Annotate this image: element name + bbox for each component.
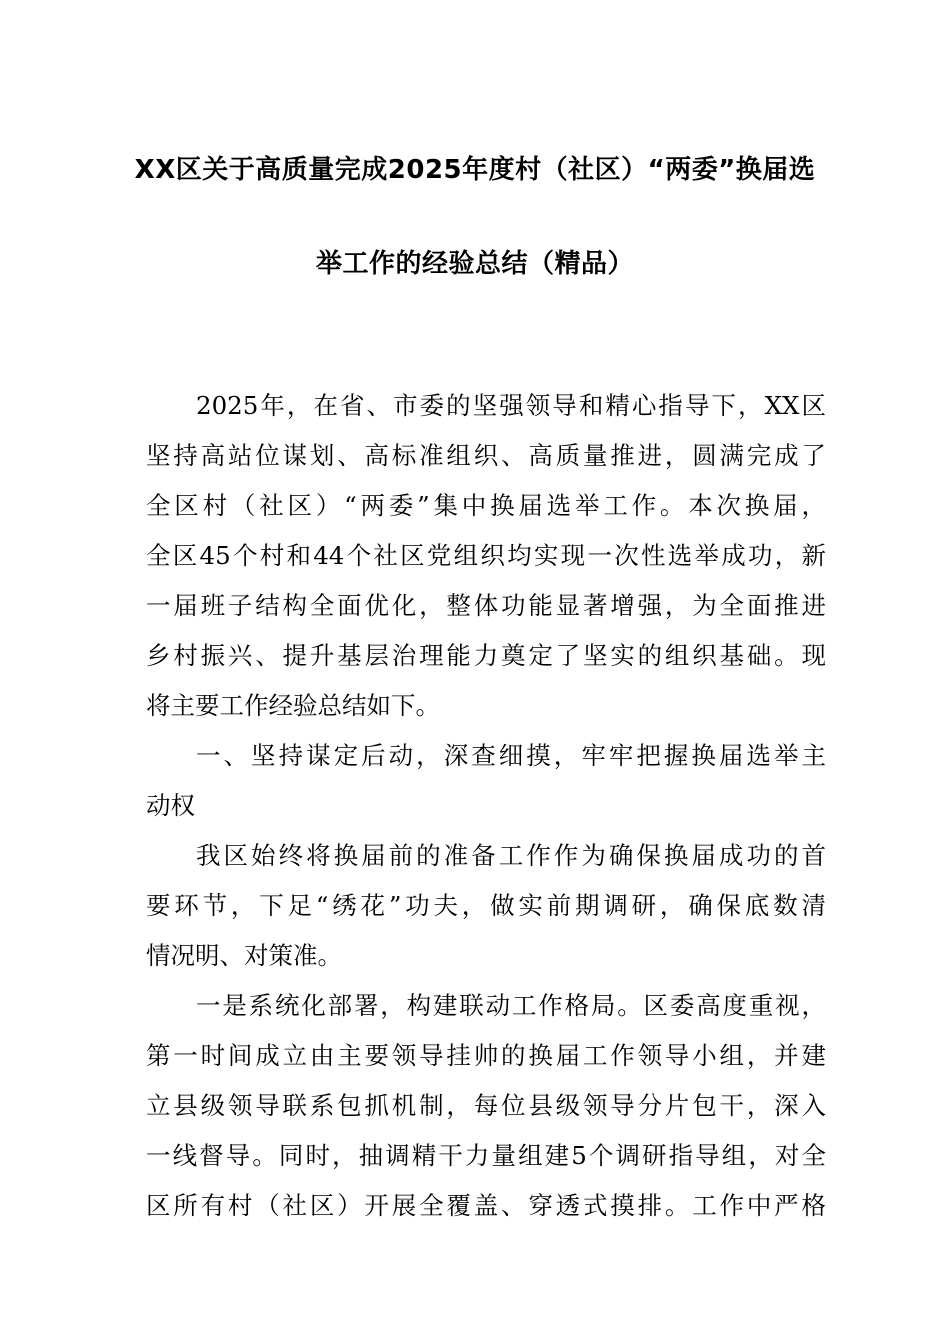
text-line: 立县级领导联系包抓机制，每位县级领导分片包干，深入 [146,1091,826,1120]
text-line: 一、坚持谋定后动，深查细摸，牢牢把握换届选举主 [196,741,826,770]
text-line: 坚持高站位谋划、高标准组织、高质量推进，圆满完成了 [146,441,826,470]
text-line: 要环节，下足“绣花”功夫，做实前期调研，确保底数清 [146,891,826,920]
text-line: 一届班子结构全面优化，整体功能显著增强，为全面推进 [146,591,826,620]
text-line: 将主要工作经验总结如下。 [146,691,440,720]
text-line: 第一时间成立由主要领导挂帅的换届工作领导小组，并建 [146,1041,826,1070]
text-line: 区所有村（社区）开展全覆盖、穿透式摸排。工作中严格 [146,1191,826,1220]
text-line: 乡村振兴、提升基层治理能力奠定了坚实的组织基础。现 [146,641,826,670]
text-line: 一线督导。同时，抽调精干力量组建5个调研指导组，对全 [146,1141,826,1170]
text-line: 一是系统化部署，构建联动工作格局。区委高度重视， [196,991,826,1020]
document-title-line-1: XX区关于高质量完成2025年度村（社区）“两委”换届选 [134,155,816,185]
document-title-line-2: 举工作的经验总结（精品） [315,249,634,279]
text-line: 动权 [146,791,195,820]
text-line: 2025年，在省、市委的坚强领导和精心指导下，XX区 [196,391,826,420]
text-line: 我区始终将换届前的准备工作作为确保换届成功的首 [196,841,826,870]
text-line: 全区45个村和44个社区党组织均实现一次性选举成功，新 [146,541,826,570]
text-line: 全区村（社区）“两委”集中换届选举工作。本次换届， [146,491,826,520]
text-line: 情况明、对策准。 [146,941,342,970]
